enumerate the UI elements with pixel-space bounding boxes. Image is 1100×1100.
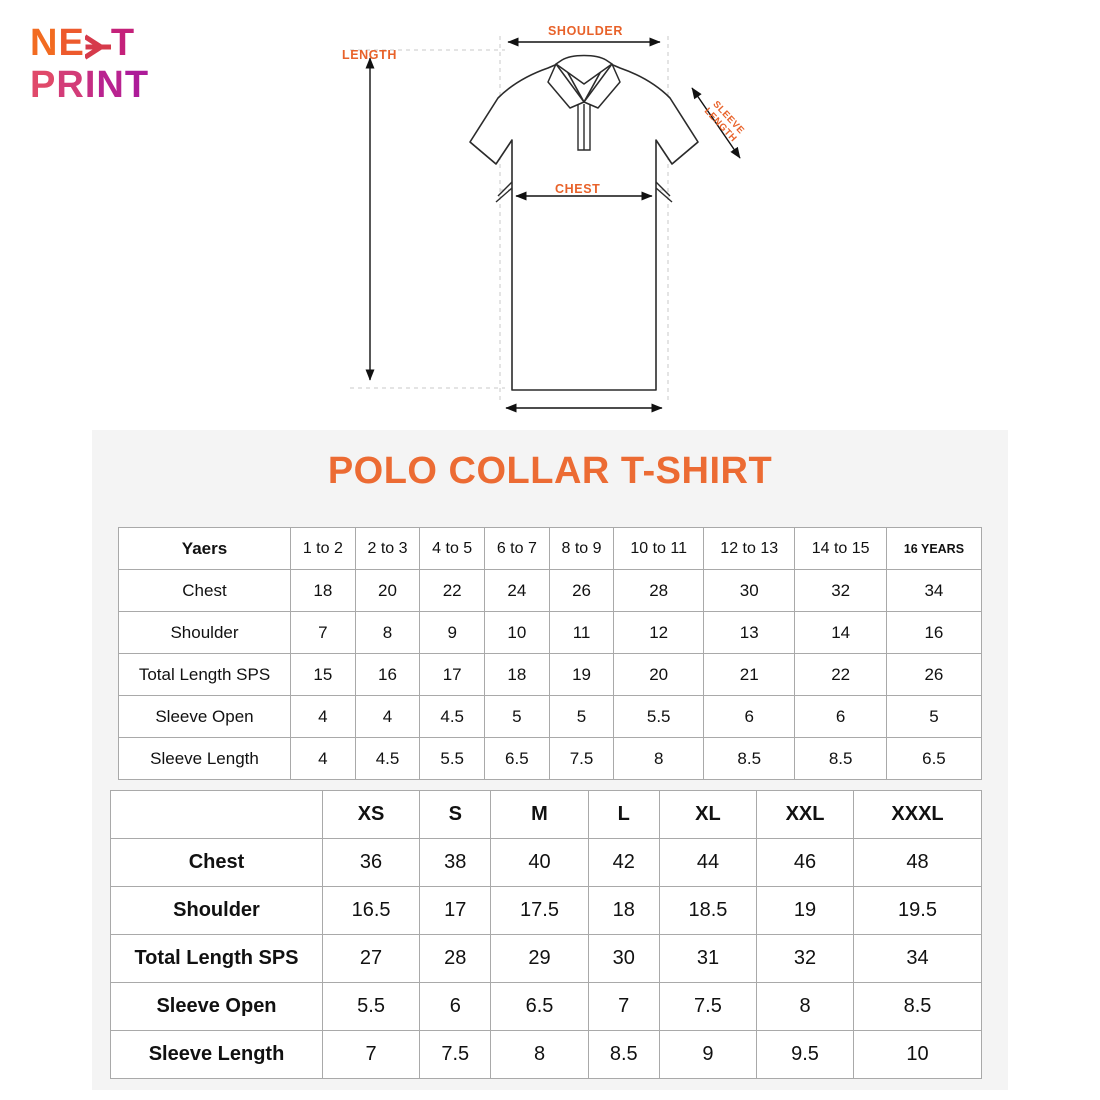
kids-cell-0-2: 22 <box>420 570 485 612</box>
kids-cell-1-3: 10 <box>485 612 550 654</box>
arrow-icon <box>85 29 111 59</box>
kids-col-8: 16 YEARS <box>886 528 981 570</box>
label-sleeve-length: SLEEVE LENGTH <box>701 98 747 145</box>
kids-cell-1-5: 12 <box>614 612 704 654</box>
kids-cell-4-8: 6.5 <box>886 738 981 780</box>
adult-cell-4-0: 7 <box>323 1031 420 1079</box>
adult-cell-2-4: 31 <box>659 935 756 983</box>
kids-cell-3-6: 6 <box>704 696 795 738</box>
kids-cell-2-0: 15 <box>291 654 356 696</box>
table-row <box>111 887 982 935</box>
adult-cell-3-5: 8 <box>757 983 854 1031</box>
adult-cell-3-0: 5.5 <box>323 983 420 1031</box>
table-row <box>111 935 982 983</box>
adult-cell-3-6: 8.5 <box>854 983 982 1031</box>
adult-cell-4-3: 8.5 <box>588 1031 659 1079</box>
label-shoulder: SHOULDER <box>548 24 623 38</box>
tshirt-illustration <box>320 10 780 425</box>
adult-header-label <box>111 791 323 839</box>
kids-cell-2-7: 22 <box>795 654 886 696</box>
adult-cell-4-2: 8 <box>491 1031 588 1079</box>
kids-cell-0-7: 32 <box>795 570 886 612</box>
kids-cell-1-2: 9 <box>420 612 485 654</box>
kids-row-2-label: Total Length SPS <box>119 654 291 696</box>
kids-col-1: 2 to 3 <box>355 528 420 570</box>
kids-cell-3-7: 6 <box>795 696 886 738</box>
adult-row-0-label: Chest <box>111 839 323 887</box>
kids-cell-3-2: 4.5 <box>420 696 485 738</box>
adult-col-5: XXL <box>757 791 854 839</box>
adult-col-0: XS <box>323 791 420 839</box>
table-row <box>119 654 982 696</box>
kids-cell-0-5: 28 <box>614 570 704 612</box>
kids-size-table-wrapper <box>118 527 982 780</box>
adult-cell-0-3: 42 <box>588 839 659 887</box>
adult-cell-1-4: 18.5 <box>659 887 756 935</box>
table-row <box>119 570 982 612</box>
adult-cell-2-5: 32 <box>757 935 854 983</box>
kids-cell-4-7: 8.5 <box>795 738 886 780</box>
kids-col-6: 12 to 13 <box>704 528 795 570</box>
table-row <box>111 1031 982 1079</box>
tshirt-measurement-diagram <box>320 10 780 425</box>
adult-cell-0-0: 36 <box>323 839 420 887</box>
kids-row-3-label: Sleeve Open <box>119 696 291 738</box>
kids-col-4: 8 to 9 <box>549 528 614 570</box>
kids-cell-2-3: 18 <box>485 654 550 696</box>
adult-cell-3-4: 7.5 <box>659 983 756 1031</box>
adult-row-1-label: Shoulder <box>111 887 323 935</box>
adult-col-2: M <box>491 791 588 839</box>
kids-cell-4-3: 6.5 <box>485 738 550 780</box>
table-row <box>119 696 982 738</box>
adult-cell-1-5: 19 <box>757 887 854 935</box>
adult-cell-2-2: 29 <box>491 935 588 983</box>
brand-logo <box>30 22 230 107</box>
adult-cell-1-2: 17.5 <box>491 887 588 935</box>
kids-cell-1-8: 16 <box>886 612 981 654</box>
logo-next-text: NE T <box>30 22 136 64</box>
adult-cell-2-0: 27 <box>323 935 420 983</box>
kids-cell-1-0: 7 <box>291 612 356 654</box>
table-header-row <box>111 791 982 839</box>
adult-cell-0-5: 46 <box>757 839 854 887</box>
table-row <box>111 839 982 887</box>
kids-cell-3-0: 4 <box>291 696 356 738</box>
kids-cell-4-0: 4 <box>291 738 356 780</box>
kids-cell-0-0: 18 <box>291 570 356 612</box>
kids-cell-1-4: 11 <box>549 612 614 654</box>
adult-cell-3-1: 6 <box>420 983 491 1031</box>
kids-row-1-label: Shoulder <box>119 612 291 654</box>
kids-col-5: 10 to 11 <box>614 528 704 570</box>
kids-cell-3-3: 5 <box>485 696 550 738</box>
kids-col-3: 6 to 7 <box>485 528 550 570</box>
kids-cell-4-4: 7.5 <box>549 738 614 780</box>
adult-cell-0-2: 40 <box>491 839 588 887</box>
kids-cell-2-2: 17 <box>420 654 485 696</box>
kids-cell-4-2: 5.5 <box>420 738 485 780</box>
adult-cell-1-3: 18 <box>588 887 659 935</box>
adult-cell-3-3: 7 <box>588 983 659 1031</box>
kids-col-0: 1 to 2 <box>291 528 356 570</box>
label-chest: CHEST <box>555 182 601 196</box>
adult-cell-4-5: 9.5 <box>757 1031 854 1079</box>
adult-cell-3-2: 6.5 <box>491 983 588 1031</box>
adult-row-4-label: Sleeve Length <box>111 1031 323 1079</box>
table-header-row <box>119 528 982 570</box>
adult-cell-2-1: 28 <box>420 935 491 983</box>
adult-col-1: S <box>420 791 491 839</box>
kids-cell-0-8: 34 <box>886 570 981 612</box>
adult-cell-4-4: 9 <box>659 1031 756 1079</box>
kids-cell-2-1: 16 <box>355 654 420 696</box>
label-length: LENGTH <box>342 48 397 62</box>
kids-cell-0-6: 30 <box>704 570 795 612</box>
kids-row-0-label: Chest <box>119 570 291 612</box>
adult-cell-4-6: 10 <box>854 1031 982 1079</box>
kids-cell-1-6: 13 <box>704 612 795 654</box>
adult-cell-0-6: 48 <box>854 839 982 887</box>
adult-cell-0-4: 44 <box>659 839 756 887</box>
kids-cell-3-8: 5 <box>886 696 981 738</box>
kids-cell-4-1: 4.5 <box>355 738 420 780</box>
kids-col-2: 4 to 5 <box>420 528 485 570</box>
adult-size-table-wrapper <box>110 790 982 1079</box>
adult-col-3: L <box>588 791 659 839</box>
kids-size-table <box>118 527 982 780</box>
table-row <box>111 983 982 1031</box>
kids-cell-1-1: 8 <box>355 612 420 654</box>
adult-cell-4-1: 7.5 <box>420 1031 491 1079</box>
kids-header-label: Yaers <box>119 528 291 570</box>
page-title: POLO COLLAR T-SHIRT <box>327 450 773 492</box>
kids-cell-3-5: 5.5 <box>614 696 704 738</box>
kids-cell-0-3: 24 <box>485 570 550 612</box>
kids-cell-2-8: 26 <box>886 654 981 696</box>
kids-cell-3-1: 4 <box>355 696 420 738</box>
kids-cell-1-7: 14 <box>795 612 886 654</box>
adult-cell-1-0: 16.5 <box>323 887 420 935</box>
adult-cell-2-6: 34 <box>854 935 982 983</box>
adult-cell-1-6: 19.5 <box>854 887 982 935</box>
adult-row-2-label: Total Length SPS <box>111 935 323 983</box>
adult-col-6: XXXL <box>854 791 982 839</box>
kids-cell-2-5: 20 <box>614 654 704 696</box>
kids-cell-2-4: 19 <box>549 654 614 696</box>
kids-cell-4-5: 8 <box>614 738 704 780</box>
kids-cell-3-4: 5 <box>549 696 614 738</box>
table-row <box>119 738 982 780</box>
kids-col-7: 14 to 15 <box>795 528 886 570</box>
adult-size-table <box>110 790 982 1079</box>
kids-cell-2-6: 21 <box>704 654 795 696</box>
adult-row-3-label: Sleeve Open <box>111 983 323 1031</box>
kids-cell-4-6: 8.5 <box>704 738 795 780</box>
kids-cell-0-1: 20 <box>355 570 420 612</box>
adult-col-4: XL <box>659 791 756 839</box>
logo-print-text: PRINT <box>30 64 150 106</box>
adult-cell-1-1: 17 <box>420 887 491 935</box>
adult-cell-2-3: 30 <box>588 935 659 983</box>
kids-row-4-label: Sleeve Length <box>119 738 291 780</box>
adult-cell-0-1: 38 <box>420 839 491 887</box>
table-row <box>119 612 982 654</box>
kids-cell-0-4: 26 <box>549 570 614 612</box>
